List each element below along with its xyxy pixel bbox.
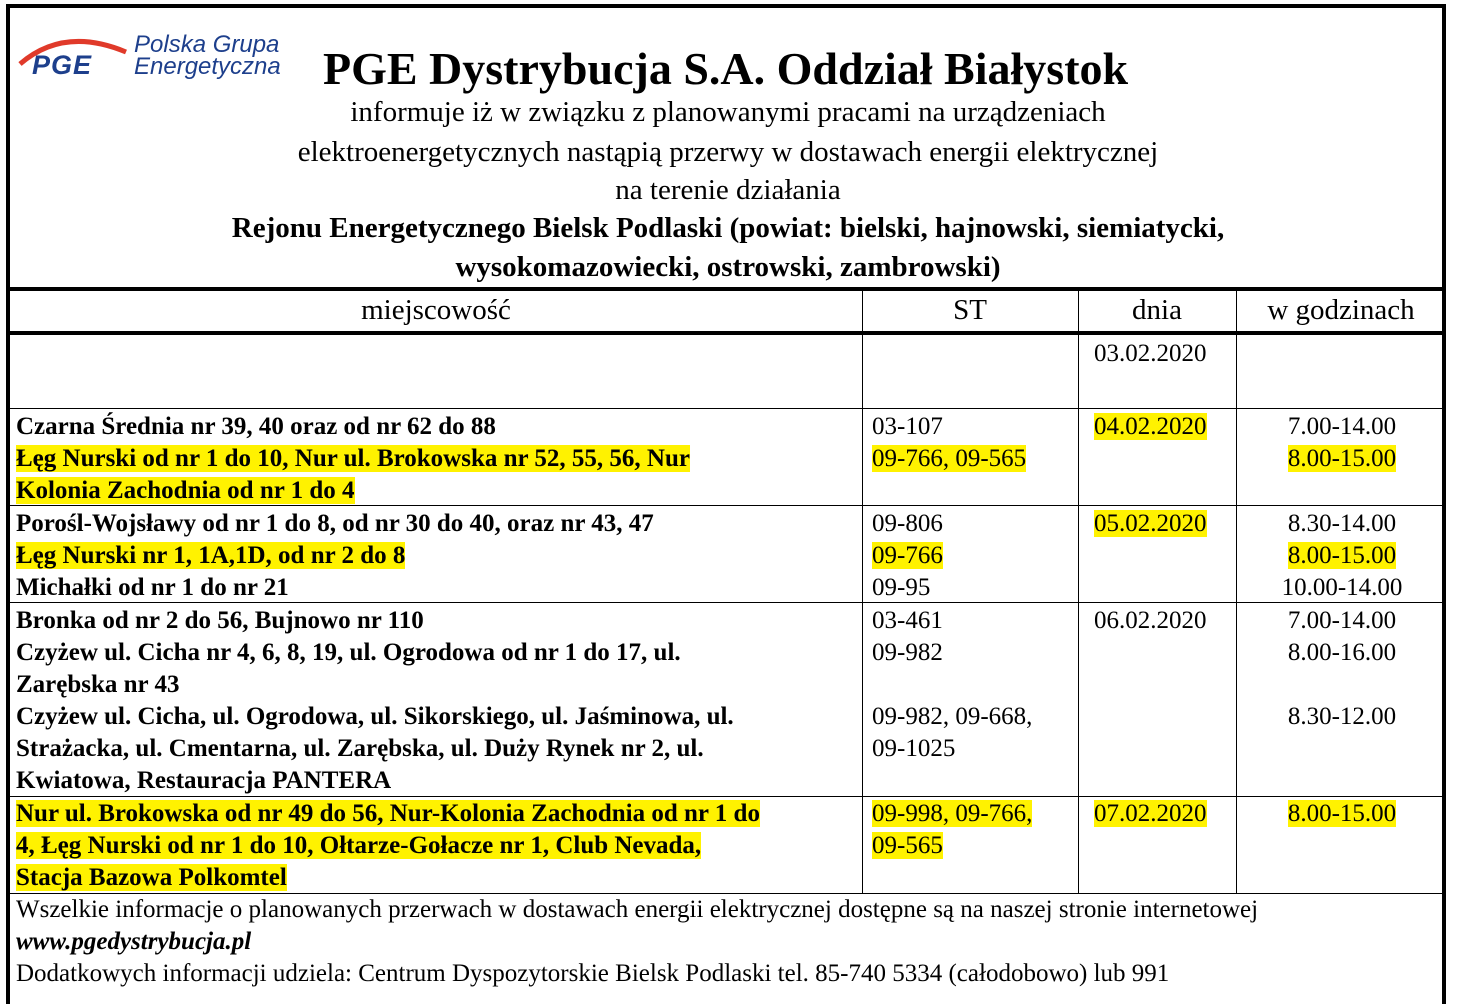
row-location: Bronka od nr 2 do 56, Bujnowo nr 110 (16, 607, 424, 634)
row-hours: 8.00-16.00 (1287, 639, 1397, 666)
row-location: Czyżew ul. Cicha nr 4, 6, 8, 19, ul. Ogrodowa od nr 1 do 17, ul. (16, 639, 681, 666)
row-location: Czyżew ul. Cicha, ul. Ogrodowa, ul. Sikorskiego, ul. Jaśminowa, ul. (16, 703, 734, 730)
row-date: 05.02.2020 (1094, 510, 1207, 537)
row-st: 09-95 (872, 574, 931, 601)
intro-line: informuje iż w związku z planowanymi pracami na urządzeniach (350, 96, 1106, 128)
header-divider (6, 287, 1446, 291)
row-hours: 8.00-15.00 (1287, 542, 1397, 569)
row-st: 09-766, 09-565 (872, 445, 1027, 472)
row-hours: 8.30-12.00 (1287, 703, 1397, 730)
row-st: 09-998, 09-766, (872, 800, 1033, 827)
intro-line: na terenie działania (615, 174, 841, 206)
column-divider (862, 291, 863, 894)
logo-abbr: PGE (32, 50, 93, 80)
intro-line: elektroenergetycznych nastąpią przerwy w dostawach energii elektrycznej (297, 136, 1159, 168)
column-divider (1078, 291, 1079, 894)
row-st: 09-982 (872, 639, 943, 666)
column-divider (1236, 291, 1237, 894)
row-hours: 10.00-14.00 (1281, 574, 1403, 601)
row-st: 03-107 (872, 413, 943, 440)
row-location: Kolonia Zachodnia od nr 1 do 4 (16, 477, 355, 504)
row-location: Łęg Nurski nr 1, 1A,1D, od nr 2 do 8 (16, 542, 406, 569)
row-st: 09-1025 (872, 735, 956, 762)
row-hours: 8.30-14.00 (1287, 510, 1397, 537)
footer-info: Wszelkie informacje o planowanych przerwach w dostawach energii elektrycznej dostępne są na naszej stronie internetowej (16, 896, 1259, 923)
row-st: 09-806 (872, 510, 943, 537)
column-header-date: dnia (1132, 294, 1182, 326)
column-header-divider (6, 331, 1446, 335)
row-st: 09-565 (872, 832, 943, 859)
row-hours: 8.00-15.00 (1287, 800, 1397, 827)
row-date: 07.02.2020 (1094, 800, 1207, 827)
row-st: 03-461 (872, 607, 943, 634)
logo-group-name: Polska Grupa Energetyczna (134, 31, 281, 80)
row-location: Czarna Średnia nr 39, 40 oraz od nr 62 do 88 (16, 413, 496, 440)
website-link[interactable]: www.pgedystrybucja.pl (16, 928, 252, 955)
row-location: Stacja Bazowa Polkomtel (16, 864, 287, 891)
row-st: 09-982, 09-668, (872, 703, 1033, 730)
row-st: 09-766 (872, 542, 943, 569)
row-location: Łęg Nurski od nr 1 do 10, Nur ul. Brokowska nr 52, 55, 56, Nur (16, 445, 690, 472)
row-divider (10, 408, 1446, 409)
company-title: PGE Dystrybucja S.A. Oddział Białystok (323, 43, 1129, 94)
row-hours: 7.00-14.00 (1287, 413, 1397, 440)
column-header-st: ST (953, 294, 987, 326)
pge-logo (14, 30, 309, 90)
row-date: 06.02.2020 (1094, 607, 1207, 634)
row-location: 4, Łęg Nurski od nr 1 do 10, Ołtarze-Gołacze nr 1, Club Nevada, (16, 832, 702, 859)
column-header-hours: w godzinach (1267, 294, 1415, 326)
row-hours: 7.00-14.00 (1287, 607, 1397, 634)
footer-contact: Dodatkowych informacji udziela: Centrum Dyspozytorskie Bielsk Podlaski tel. 85-740 5334 (całodobowo) lub 991 (16, 960, 1170, 987)
row-hours: 8.00-15.00 (1287, 445, 1397, 472)
row-location: Nur ul. Brokowska od nr 49 do 56, Nur-Kolonia Zachodnia od nr 1 do (16, 800, 760, 827)
region-line: wysokomazowiecki, ostrowski, zambrowski) (455, 251, 1001, 283)
row-location: Kwiatowa, Restauracja PANTERA (16, 767, 392, 794)
row-location: Michałki od nr 1 do nr 21 (16, 574, 289, 601)
row-location: Strażacka, ul. Cmentarna, ul. Zarębska, ul. Duży Rynek nr 2, ul. (16, 735, 704, 762)
row-date: 03.02.2020 (1094, 340, 1207, 367)
region-line: Rejonu Energetycznego Bielsk Podlaski (powiat: bielski, hajnowski, siemiatycki, (231, 212, 1225, 244)
row-location: Zarębska nr 43 (16, 671, 180, 698)
column-header-location: miejscowość (361, 294, 511, 326)
row-date: 04.02.2020 (1094, 413, 1207, 440)
row-location: Porośl-Wojsławy od nr 1 do 8, od nr 30 do 40, oraz nr 43, 47 (16, 510, 654, 537)
